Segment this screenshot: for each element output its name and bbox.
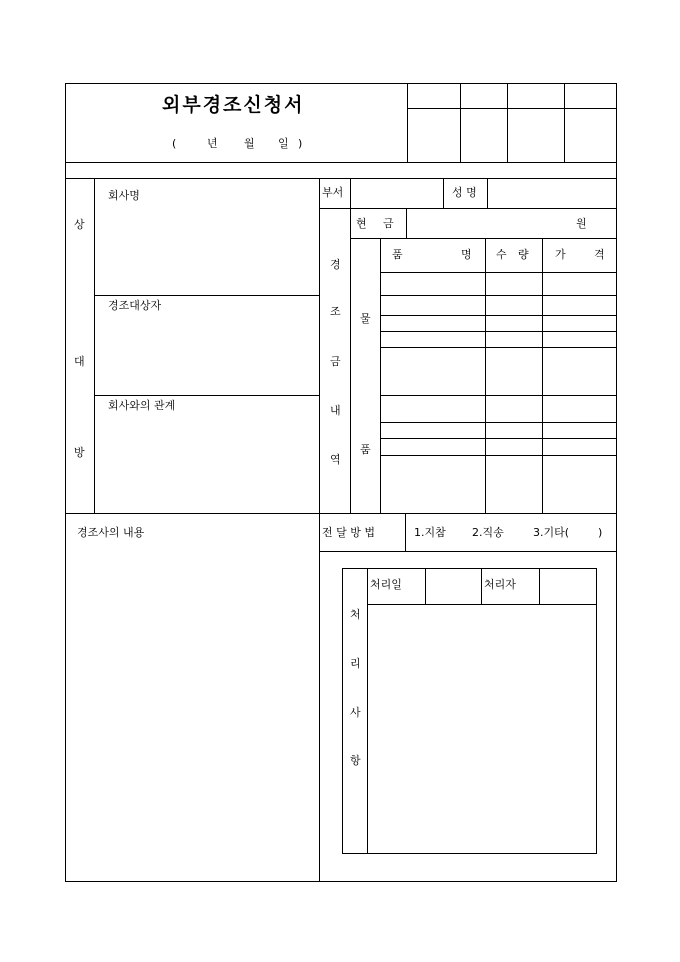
cash-label-2: 금: [383, 217, 394, 230]
cash-unit: 원: [576, 217, 587, 230]
date-close-paren: ): [298, 137, 303, 150]
details-label-4: 내: [330, 404, 341, 417]
details-label-2: 조: [330, 305, 341, 318]
details-label-5: 역: [330, 453, 341, 466]
counterpart-label-2: 대: [74, 355, 85, 368]
target-person-field[interactable]: [95, 314, 319, 394]
cash-label-1: 현: [356, 217, 367, 230]
goods-row[interactable]: [381, 316, 616, 331]
processing-label-1: 처: [350, 608, 361, 621]
processing-label-4: 항: [350, 754, 361, 767]
relation-field[interactable]: [95, 414, 319, 512]
processing-label-2: 리: [350, 657, 361, 670]
content-field[interactable]: [66, 545, 318, 880]
approval-box-2[interactable]: [461, 109, 507, 162]
delivery-option-3-close: ): [598, 526, 603, 539]
counterpart-label-1: 상: [74, 218, 85, 231]
processing-date-label: 처리일: [370, 578, 402, 591]
processing-label-3: 사: [350, 706, 361, 719]
relation-label: 회사와의 관계: [108, 399, 176, 412]
cash-amount-field[interactable]: [407, 209, 572, 238]
goods-row[interactable]: [381, 296, 616, 315]
goods-label-1: 물: [360, 312, 371, 325]
goods-row[interactable]: [381, 456, 616, 513]
processing-handler-field[interactable]: [540, 569, 596, 604]
col-item-1: 품: [392, 248, 403, 261]
goods-row[interactable]: [381, 396, 616, 422]
delivery-option-1[interactable]: 1.지참: [414, 526, 446, 539]
goods-row[interactable]: [381, 439, 616, 455]
dept-field[interactable]: [351, 179, 443, 208]
goods-label-2: 품: [360, 443, 371, 456]
form-title: 외부경조신청서: [162, 94, 305, 116]
date-day-label: 일: [278, 137, 289, 150]
approval-box-3[interactable]: [508, 109, 564, 162]
details-label-3: 금: [330, 355, 341, 368]
goods-row[interactable]: [381, 332, 616, 347]
delivery-label: 전 달 방 법: [322, 526, 375, 539]
goods-row[interactable]: [381, 273, 616, 295]
date-year-label: 년: [207, 137, 218, 150]
goods-row[interactable]: [381, 423, 616, 438]
company-name-label: 회사명: [108, 189, 140, 202]
goods-row[interactable]: [381, 348, 616, 395]
processing-date-field[interactable]: [426, 569, 481, 604]
col-price-1: 가: [555, 248, 566, 261]
col-item-2: 명: [461, 248, 472, 261]
date-month-label: 월: [244, 137, 255, 150]
processing-notes-field[interactable]: [368, 605, 596, 853]
name-label: 성 명: [452, 186, 477, 199]
delivery-option-3[interactable]: 3.기타(: [533, 526, 570, 539]
target-person-label: 경조대상자: [108, 299, 162, 312]
approval-box-1[interactable]: [408, 109, 460, 162]
company-name-field[interactable]: [95, 204, 319, 294]
dept-label: 부서: [322, 186, 344, 199]
details-label-1: 경: [330, 258, 341, 271]
col-qty-1: 수: [496, 248, 507, 261]
col-qty-2: 량: [518, 248, 529, 261]
delivery-option-2[interactable]: 2.직송: [472, 526, 504, 539]
col-price-2: 격: [594, 248, 605, 261]
counterpart-label-3: 방: [74, 446, 85, 459]
name-field[interactable]: [488, 179, 616, 208]
approval-box-4[interactable]: [565, 109, 616, 162]
date-open-paren: (: [172, 137, 177, 150]
content-label: 경조사의 내용: [77, 526, 145, 539]
processing-handler-label: 처리자: [484, 578, 516, 591]
